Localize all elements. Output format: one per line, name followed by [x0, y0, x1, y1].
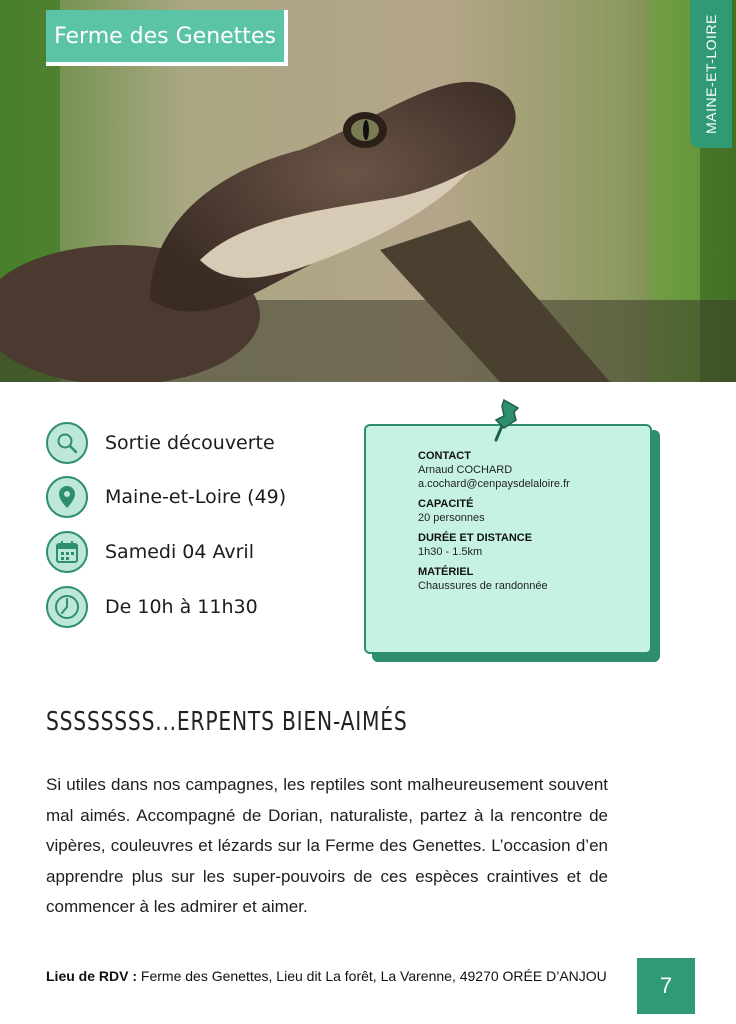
equipment-value: Chaussures de randonnée: [418, 580, 548, 592]
department-tab: [690, 0, 732, 148]
calendar-icon: [46, 531, 88, 573]
equipment-label: MATÉRIEL: [418, 566, 474, 578]
info-time-text: De 10h à 11h30: [105, 596, 258, 618]
article-body: Si utiles dans nos campagnes, les reptiles sont malheureusement souvent mal aimés. Accompagné de Dorian, naturaliste, partez à la rencontre de vipères, couleuvres et lézards sur la Ferme des Genettes. L’occasion d’en apprendre plus sur les super-pouvoirs de ces espèces craintives et de commencer à les admirer et aimer.: [46, 775, 608, 916]
clock-icon: [46, 586, 88, 628]
search-icon: [46, 422, 88, 464]
page-number: 7: [637, 958, 695, 1014]
place-tag: [46, 10, 288, 66]
info-type: [46, 420, 275, 466]
contact-name: Arnaud COCHARD: [418, 464, 513, 476]
info-date-text: Samedi 04 Avril: [105, 541, 254, 563]
info-type-text: Sortie découverte: [105, 432, 275, 454]
meeting-point: [46, 966, 616, 986]
info-location: [46, 474, 286, 520]
pushpin-icon: [490, 396, 526, 444]
contact-card: [364, 424, 652, 654]
info-time: [46, 584, 258, 630]
duration-value: 1h30 - 1.5km: [418, 546, 483, 558]
article-title: SSSSSSSS...ERPENTS BIEN-AIMÉS: [46, 707, 408, 737]
contact-label: CONTACT: [418, 450, 471, 462]
location-pin-icon: [46, 476, 88, 518]
meeting-point-text: Ferme des Genettes, Lieu dit La forêt, La Varenne, 49270 ORÉE D’ANJOU: [140, 968, 607, 984]
place-tag-label: Ferme des Genettes: [46, 10, 284, 62]
info-location-text: Maine-et-Loire (49): [105, 486, 287, 508]
capacity-label: CAPACITÉ: [418, 498, 474, 510]
meeting-point-label: Lieu de RDV :: [46, 968, 138, 984]
info-date: [46, 529, 254, 575]
department-tab-label: MAINE-ET-LOIRE: [703, 14, 719, 134]
duration-label: DURÉE ET DISTANCE: [418, 532, 533, 544]
capacity-value: 20 personnes: [418, 512, 485, 524]
contact-email[interactable]: a.cochard@cenpaysdelaloire.fr: [418, 478, 570, 490]
